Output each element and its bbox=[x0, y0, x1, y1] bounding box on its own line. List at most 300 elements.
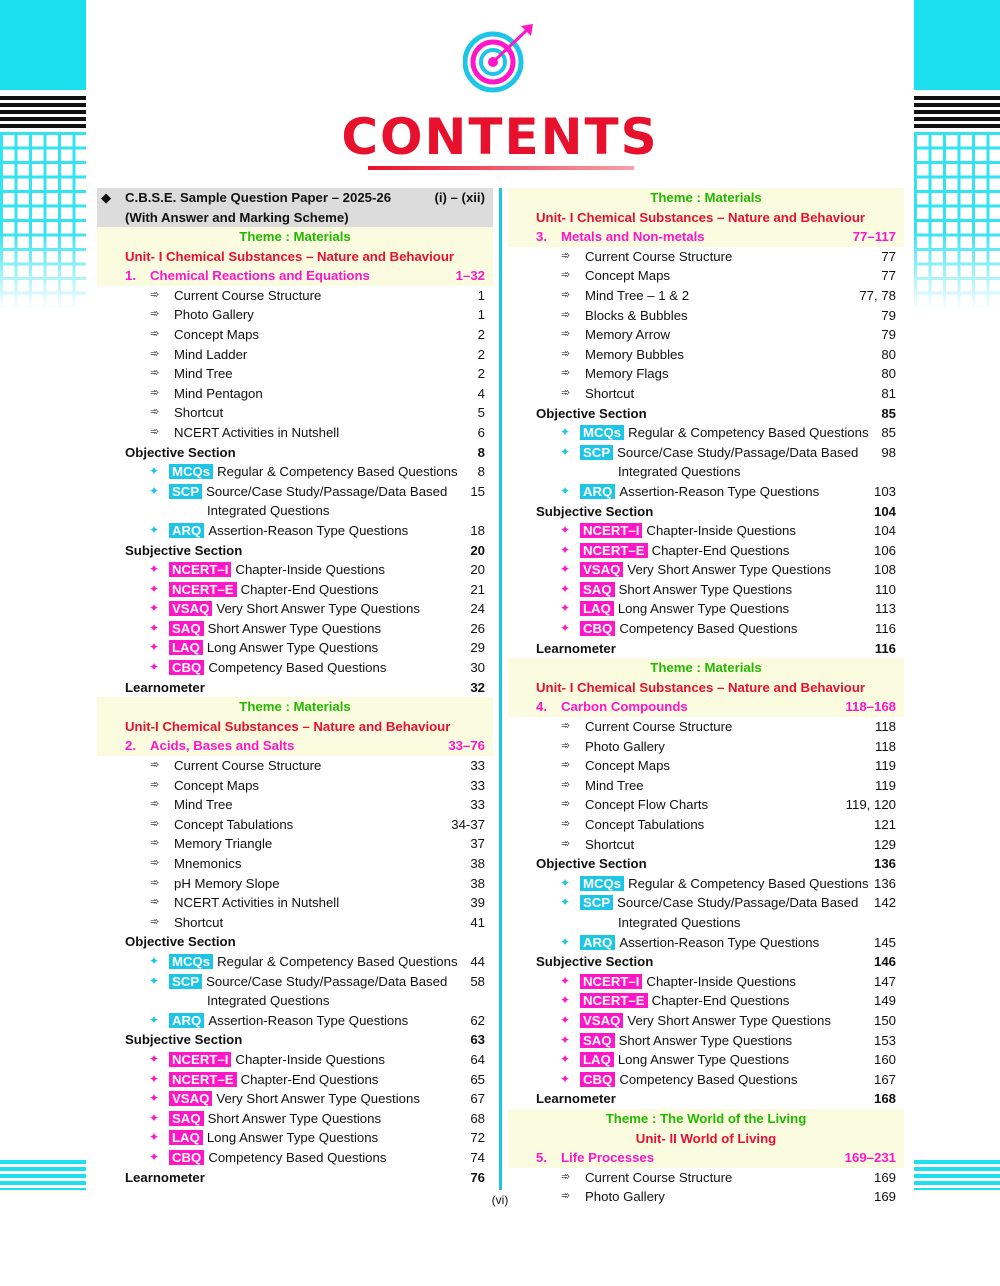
star-bullet-icon: ✦ bbox=[560, 581, 571, 596]
section-heading bbox=[508, 404, 904, 424]
question-type-item bbox=[97, 638, 493, 658]
question-badge: SAQ bbox=[580, 582, 615, 597]
star-bullet-icon: ✦ bbox=[149, 973, 160, 988]
section-label: Subjective Section bbox=[125, 1032, 243, 1048]
question-badge: CBQ bbox=[580, 1072, 615, 1087]
question-badge: LAQ bbox=[169, 1130, 203, 1145]
page-ref: 142 bbox=[873, 895, 896, 911]
question-badge: ARQ bbox=[169, 1013, 204, 1028]
question-type-item bbox=[508, 599, 904, 619]
arrow-bullet-icon: ➾ bbox=[150, 327, 160, 340]
page-ref: 106 bbox=[873, 542, 896, 558]
page-ref: 168 bbox=[873, 1091, 896, 1107]
topic-item bbox=[508, 776, 904, 796]
unit-heading: Unit-I Chemical Substances – Nature and Behaviour bbox=[97, 717, 493, 737]
question-label: Long Answer Type Questions bbox=[617, 601, 790, 617]
question-type-item bbox=[97, 599, 493, 619]
topic-label: Concept Tabulations bbox=[585, 817, 705, 832]
topic-label: Mind Tree bbox=[174, 797, 233, 813]
page-ref: 104 bbox=[873, 503, 896, 519]
page-title: CONTENTS bbox=[341, 108, 659, 166]
star-bullet-icon: ✦ bbox=[149, 522, 160, 537]
star-bullet-icon: ✦ bbox=[149, 640, 160, 655]
question-type-item bbox=[508, 972, 904, 992]
question-badge: SCP bbox=[580, 445, 613, 460]
topic-label: Memory Triangle bbox=[174, 836, 273, 852]
star-bullet-icon: ✦ bbox=[560, 875, 571, 890]
question-label: Assertion-Reason Type Questions bbox=[619, 934, 820, 950]
arrow-bullet-icon: ➾ bbox=[150, 837, 160, 850]
question-badge: SAQ bbox=[169, 1111, 204, 1126]
page-ref: 169 bbox=[873, 1189, 896, 1205]
question-type-item bbox=[97, 1070, 493, 1090]
star-bullet-icon: ✦ bbox=[149, 1091, 160, 1106]
page-ref: 65 bbox=[470, 1071, 485, 1087]
arrow-bullet-icon: ➾ bbox=[150, 876, 160, 889]
question-type-item bbox=[508, 1011, 904, 1031]
page-range: 1–32 bbox=[455, 268, 485, 284]
topic-label: Photo Gallery bbox=[585, 1189, 665, 1205]
page-ref: 44 bbox=[470, 953, 485, 969]
page-ref: 119, 120 bbox=[845, 797, 896, 813]
topic-label: Photo Gallery bbox=[174, 307, 254, 323]
page-ref: 21 bbox=[470, 581, 485, 597]
question-type-item bbox=[97, 619, 493, 639]
arrow-bullet-icon: ➾ bbox=[561, 328, 571, 341]
theme-heading: Theme : The World of the Living bbox=[508, 1109, 904, 1129]
topic-item bbox=[97, 893, 493, 913]
arrow-bullet-icon: ➾ bbox=[150, 406, 160, 419]
page-ref: 98 bbox=[881, 444, 896, 460]
star-bullet-icon: ✦ bbox=[560, 993, 571, 1008]
topic-item bbox=[97, 756, 493, 776]
chapter-number: 5. bbox=[536, 1150, 547, 1166]
topic-item bbox=[508, 286, 904, 306]
question-badge: CBQ bbox=[580, 621, 615, 636]
question-label: Short Answer Type Questions bbox=[207, 1110, 382, 1126]
question-badge: VSAQ bbox=[580, 562, 623, 577]
arrow-bullet-icon: ➾ bbox=[561, 759, 571, 772]
star-bullet-icon: ✦ bbox=[560, 523, 571, 538]
section-heading bbox=[508, 639, 904, 659]
theme-heading: Theme : Materials bbox=[97, 697, 493, 717]
page-ref: 2 bbox=[477, 366, 485, 382]
section-label: Objective Section bbox=[125, 934, 236, 950]
target-icon bbox=[463, 22, 535, 94]
arrow-bullet-icon: ➾ bbox=[561, 798, 571, 811]
page-ref: 29 bbox=[470, 640, 485, 656]
topic-label: Mind Pentagon bbox=[174, 385, 263, 401]
page-ref: 81 bbox=[881, 385, 896, 401]
page-ref: 24 bbox=[470, 601, 485, 617]
topic-label: pH Memory Slope bbox=[174, 875, 280, 891]
page-ref: 104 bbox=[873, 523, 896, 539]
question-type-item bbox=[508, 619, 904, 639]
question-type-item bbox=[508, 1031, 904, 1051]
topic-label: Concept Maps bbox=[174, 326, 260, 342]
question-label: Long Answer Type Questions bbox=[617, 1052, 790, 1068]
chapter-title: Carbon Compounds bbox=[561, 699, 688, 715]
question-label: Chapter-End Questions bbox=[651, 993, 790, 1009]
question-label: Assertion-Reason Type Questions bbox=[619, 483, 820, 499]
question-label: Source/Case Study/Passage/Data Based bbox=[617, 444, 859, 460]
topic-item bbox=[97, 364, 493, 384]
page-ref: 136 bbox=[873, 856, 896, 872]
question-label: Very Short Answer Type Questions bbox=[216, 601, 420, 617]
page-ref: 6 bbox=[477, 424, 485, 440]
star-bullet-icon: ✦ bbox=[560, 1032, 571, 1047]
question-badge: VSAQ bbox=[169, 1091, 212, 1106]
topic-item bbox=[508, 1168, 904, 1188]
section-label: Learnometer bbox=[536, 1091, 616, 1107]
topic-label: Mind Ladder bbox=[174, 346, 248, 362]
section-label: Subjective Section bbox=[536, 503, 654, 519]
arrow-bullet-icon: ➾ bbox=[150, 915, 160, 928]
unit-heading: Unit- I Chemical Substances – Nature and Behaviour bbox=[508, 208, 904, 228]
topic-item bbox=[508, 756, 904, 776]
topic-label: Photo Gallery bbox=[585, 738, 665, 754]
unit-heading: Unit- I Chemical Substances – Nature and Behaviour bbox=[97, 247, 493, 267]
arrow-bullet-icon: ➾ bbox=[561, 1190, 571, 1203]
question-badge: SCP bbox=[169, 484, 202, 499]
page-ref: 103 bbox=[873, 483, 896, 499]
question-type-item bbox=[97, 1089, 493, 1109]
section-label: Objective Section bbox=[536, 856, 647, 872]
question-badge: LAQ bbox=[580, 1052, 614, 1067]
star-bullet-icon: ✦ bbox=[560, 562, 571, 577]
question-type-item bbox=[508, 874, 904, 894]
title-underline bbox=[368, 166, 634, 170]
page-ref: 116 bbox=[874, 621, 896, 637]
topic-item bbox=[508, 384, 904, 404]
star-bullet-icon: ✦ bbox=[149, 1051, 160, 1066]
page-ref: 74 bbox=[470, 1149, 485, 1165]
arrow-bullet-icon: ➾ bbox=[150, 778, 160, 791]
topic-label: Shortcut bbox=[585, 385, 635, 401]
right-decoration bbox=[914, 0, 1000, 1286]
arrow-bullet-icon: ➾ bbox=[561, 720, 571, 733]
question-badge: MCQs bbox=[169, 954, 213, 969]
diamond-bullet-icon: ◆ bbox=[101, 190, 112, 205]
arrow-bullet-icon: ➾ bbox=[150, 896, 160, 909]
page-ref: (i) – (xii) bbox=[434, 190, 485, 205]
question-label: Competency Based Questions bbox=[208, 660, 387, 676]
page-ref: 77, 78 bbox=[859, 287, 896, 303]
question-label: Chapter-Inside Questions bbox=[646, 973, 796, 989]
question-badge: VSAQ bbox=[169, 601, 212, 616]
question-type-item bbox=[97, 521, 493, 541]
page-ref: 153 bbox=[873, 1032, 896, 1048]
question-label: Source/Case Study/Passage/Data Based bbox=[206, 973, 448, 989]
question-badge: ARQ bbox=[580, 484, 615, 499]
topic-label: Mind Tree bbox=[585, 777, 644, 793]
arrow-bullet-icon: ➾ bbox=[561, 367, 571, 380]
topic-label: Mnemonics bbox=[174, 856, 242, 871]
topic-item bbox=[508, 247, 904, 267]
page-ref: 2 bbox=[477, 346, 485, 362]
arrow-bullet-icon: ➾ bbox=[561, 288, 571, 301]
question-type-item bbox=[97, 1109, 493, 1129]
section-heading bbox=[97, 1168, 493, 1188]
page-ref: 136 bbox=[873, 875, 896, 891]
section-heading bbox=[97, 932, 493, 952]
section-label: Learnometer bbox=[125, 679, 205, 695]
topic-item bbox=[97, 815, 493, 835]
star-bullet-icon: ✦ bbox=[149, 1012, 160, 1027]
question-type-item bbox=[508, 541, 904, 561]
page-ref: 169 bbox=[873, 1169, 896, 1185]
arrow-bullet-icon: ➾ bbox=[150, 308, 160, 321]
page-ref: 63 bbox=[470, 1032, 485, 1048]
question-type-item bbox=[97, 952, 493, 972]
star-bullet-icon: ✦ bbox=[149, 464, 160, 479]
unit-heading: Unit- II World of Living bbox=[508, 1129, 904, 1149]
section-label: Learnometer bbox=[125, 1169, 205, 1185]
page-ref: 8 bbox=[477, 444, 485, 460]
chapter-heading bbox=[508, 227, 904, 247]
star-bullet-icon: ✦ bbox=[560, 895, 571, 910]
star-bullet-icon: ✦ bbox=[149, 1110, 160, 1125]
question-label: Chapter-Inside Questions bbox=[235, 1051, 385, 1067]
arrow-bullet-icon: ➾ bbox=[561, 1170, 571, 1183]
topic-item bbox=[508, 835, 904, 855]
star-bullet-icon: ✦ bbox=[560, 425, 571, 440]
topic-label: Current Course Structure bbox=[174, 287, 322, 303]
question-label: Competency Based Questions bbox=[619, 1071, 798, 1087]
page-ref: 30 bbox=[470, 660, 485, 676]
page-ref: 67 bbox=[470, 1091, 485, 1107]
page-ref: 79 bbox=[881, 327, 896, 343]
page-ref: 62 bbox=[470, 1012, 485, 1028]
star-bullet-icon: ✦ bbox=[560, 542, 571, 557]
left-column bbox=[97, 188, 493, 1187]
page-range: 77–117 bbox=[852, 229, 896, 245]
topic-item bbox=[97, 305, 493, 325]
question-label: Short Answer Type Questions bbox=[618, 1032, 793, 1048]
topic-item bbox=[97, 874, 493, 894]
continuation-text: Integrated Questions bbox=[207, 503, 330, 519]
question-type-item bbox=[508, 443, 904, 463]
topic-item bbox=[97, 345, 493, 365]
page-ref: 146 bbox=[873, 954, 896, 970]
page-ref: 26 bbox=[470, 620, 485, 636]
left-decoration bbox=[0, 0, 86, 1286]
topic-item bbox=[97, 834, 493, 854]
page-ref: 119 bbox=[874, 777, 896, 793]
page-ref: 113 bbox=[874, 601, 896, 617]
chapter-number: 4. bbox=[536, 699, 547, 715]
question-type-item bbox=[97, 1011, 493, 1031]
question-type-item bbox=[508, 560, 904, 580]
topic-label: Current Course Structure bbox=[585, 719, 733, 735]
question-label: Regular & Competency Based Questions bbox=[217, 953, 458, 969]
topic-label: Mind Tree bbox=[174, 366, 233, 382]
continuation-text: Integrated Questions bbox=[207, 993, 330, 1009]
page-ref: 37 bbox=[470, 836, 485, 852]
question-badge: NCERT–E bbox=[580, 993, 648, 1008]
page-ref: 118 bbox=[874, 719, 896, 735]
topic-item bbox=[97, 854, 493, 874]
star-bullet-icon: ✦ bbox=[560, 444, 571, 459]
question-badge: NCERT–I bbox=[580, 523, 642, 538]
continuation-text: Integrated Questions bbox=[618, 914, 741, 930]
page-ref: 72 bbox=[470, 1130, 485, 1146]
star-bullet-icon: ✦ bbox=[560, 483, 571, 498]
question-badge: CBQ bbox=[169, 1150, 204, 1165]
question-type-item bbox=[508, 991, 904, 1011]
arrow-bullet-icon: ➾ bbox=[561, 818, 571, 830]
page-ref: 110 bbox=[874, 581, 896, 597]
question-type-item bbox=[508, 580, 904, 600]
arrow-bullet-icon: ➾ bbox=[561, 739, 571, 752]
page-ref: 85 bbox=[881, 425, 896, 441]
section-label: Learnometer bbox=[536, 640, 616, 656]
topic-label: Memory Bubbles bbox=[585, 346, 684, 362]
question-badge: NCERT–E bbox=[169, 1072, 237, 1087]
question-badge: NCERT–I bbox=[580, 974, 642, 989]
page-ref: 20 bbox=[470, 562, 485, 578]
question-label: Short Answer Type Questions bbox=[207, 620, 382, 636]
star-bullet-icon: ✦ bbox=[149, 1130, 160, 1145]
page-ref: 34-37 bbox=[451, 816, 485, 832]
topic-label: Shortcut bbox=[585, 836, 635, 852]
star-bullet-icon: ✦ bbox=[149, 581, 160, 596]
column-divider bbox=[499, 188, 502, 1190]
topic-label: Concept Maps bbox=[585, 268, 671, 284]
page-ref: 18 bbox=[470, 522, 485, 538]
question-label: Regular & Competency Based Questions bbox=[628, 425, 869, 441]
topic-item bbox=[97, 776, 493, 796]
section-heading bbox=[97, 1030, 493, 1050]
topic-item bbox=[508, 364, 904, 384]
page-ref: 4 bbox=[477, 385, 485, 401]
chapter-title: Metals and Non-metals bbox=[561, 229, 705, 245]
arrow-bullet-icon: ➾ bbox=[150, 367, 160, 380]
section-heading bbox=[508, 854, 904, 874]
topic-label: Concept Maps bbox=[585, 758, 671, 774]
page-ref: 77 bbox=[881, 248, 896, 264]
topic-item bbox=[97, 325, 493, 345]
arrow-bullet-icon: ➾ bbox=[561, 778, 571, 791]
page-ref: 39 bbox=[470, 895, 485, 911]
question-type-item bbox=[508, 521, 904, 541]
page-range: 33–76 bbox=[448, 738, 485, 754]
page-ref: 85 bbox=[881, 405, 896, 421]
section-label: Subjective Section bbox=[536, 954, 654, 970]
topic-label: Shortcut bbox=[174, 914, 224, 930]
topic-label: Blocks & Bubbles bbox=[585, 307, 688, 323]
theme-heading: Theme : Materials bbox=[97, 227, 493, 247]
chapter-number: 1. bbox=[125, 268, 136, 284]
topic-item bbox=[508, 266, 904, 286]
page-ref: 77 bbox=[881, 268, 896, 284]
section-label: Objective Section bbox=[536, 405, 647, 421]
page-range: 169–231 bbox=[844, 1150, 896, 1166]
question-type-item bbox=[97, 1148, 493, 1168]
arrow-bullet-icon: ➾ bbox=[150, 759, 160, 772]
question-label: Source/Case Study/Passage/Data Based bbox=[617, 895, 859, 911]
topic-item bbox=[97, 286, 493, 306]
topic-item bbox=[508, 345, 904, 365]
question-label: Very Short Answer Type Questions bbox=[627, 562, 831, 578]
arrow-bullet-icon: ➾ bbox=[561, 249, 571, 262]
page-ref: 33 bbox=[470, 797, 485, 813]
topic-item bbox=[97, 384, 493, 404]
topic-item bbox=[508, 306, 904, 326]
arrow-bullet-icon: ➾ bbox=[561, 269, 571, 282]
question-label: Regular & Competency Based Questions bbox=[628, 875, 869, 891]
page-number: (vi) bbox=[491, 1193, 509, 1207]
page-ref: 118 bbox=[874, 738, 896, 754]
star-bullet-icon: ✦ bbox=[560, 1071, 571, 1086]
question-type-item bbox=[508, 933, 904, 953]
star-bullet-icon: ✦ bbox=[560, 1012, 571, 1027]
section-heading bbox=[508, 952, 904, 972]
page-ref: 32 bbox=[470, 679, 485, 695]
question-label: Very Short Answer Type Questions bbox=[627, 1012, 831, 1028]
question-type-item bbox=[97, 972, 493, 992]
page-ref: 116 bbox=[874, 640, 896, 656]
question-badge: SCP bbox=[580, 895, 613, 910]
topic-item bbox=[508, 717, 904, 737]
page-ref: 38 bbox=[470, 856, 485, 871]
question-label: Competency Based Questions bbox=[619, 621, 798, 637]
section-heading bbox=[97, 443, 493, 463]
question-type-item bbox=[508, 482, 904, 502]
question-type-item bbox=[97, 580, 493, 600]
chapter-title: Chemical Reactions and Equations bbox=[150, 268, 370, 284]
star-bullet-icon: ✦ bbox=[149, 620, 160, 635]
topic-label: Concept Tabulations bbox=[174, 816, 294, 832]
question-badge: MCQs bbox=[169, 464, 213, 479]
question-label: Chapter-Inside Questions bbox=[235, 562, 385, 578]
topic-item bbox=[97, 913, 493, 933]
topic-item bbox=[508, 815, 904, 835]
page-ref: 33 bbox=[470, 777, 485, 793]
page-ref: 167 bbox=[873, 1071, 896, 1087]
question-label: Competency Based Questions bbox=[208, 1149, 387, 1165]
star-bullet-icon: ✦ bbox=[149, 660, 160, 675]
topic-label: Current Course Structure bbox=[585, 248, 733, 264]
star-bullet-icon: ✦ bbox=[560, 1052, 571, 1067]
page-ref: 68 bbox=[470, 1110, 485, 1126]
question-badge: NCERT–I bbox=[169, 1052, 231, 1067]
page-ref: 119 bbox=[874, 758, 896, 774]
page-ref: 76 bbox=[470, 1169, 485, 1185]
topic-label: Current Course Structure bbox=[585, 1169, 733, 1185]
page-ref: 38 bbox=[470, 875, 485, 891]
arrow-bullet-icon: ➾ bbox=[150, 817, 160, 830]
page-ref: 64 bbox=[470, 1051, 485, 1067]
question-badge: CBQ bbox=[169, 660, 204, 675]
chapter-number: 2. bbox=[125, 738, 136, 754]
question-badge: VSAQ bbox=[580, 1013, 623, 1028]
section-label: Objective Section bbox=[125, 444, 236, 460]
page-ref: 8 bbox=[477, 464, 485, 480]
question-type-item bbox=[508, 423, 904, 443]
right-column bbox=[508, 188, 904, 1207]
chapter-number: 3. bbox=[536, 229, 547, 245]
entry-title: C.B.S.E. Sample Question Paper – 2025-26 bbox=[125, 190, 392, 205]
question-label: Regular & Competency Based Questions bbox=[217, 464, 458, 480]
question-label: Long Answer Type Questions bbox=[206, 1130, 379, 1146]
question-badge: MCQs bbox=[580, 425, 624, 440]
section-heading bbox=[508, 1089, 904, 1109]
question-label: Source/Case Study/Passage/Data Based bbox=[206, 483, 448, 499]
star-bullet-icon: ✦ bbox=[149, 1071, 160, 1086]
arrow-bullet-icon: ➾ bbox=[150, 798, 160, 811]
page-range: 118–168 bbox=[845, 699, 896, 715]
